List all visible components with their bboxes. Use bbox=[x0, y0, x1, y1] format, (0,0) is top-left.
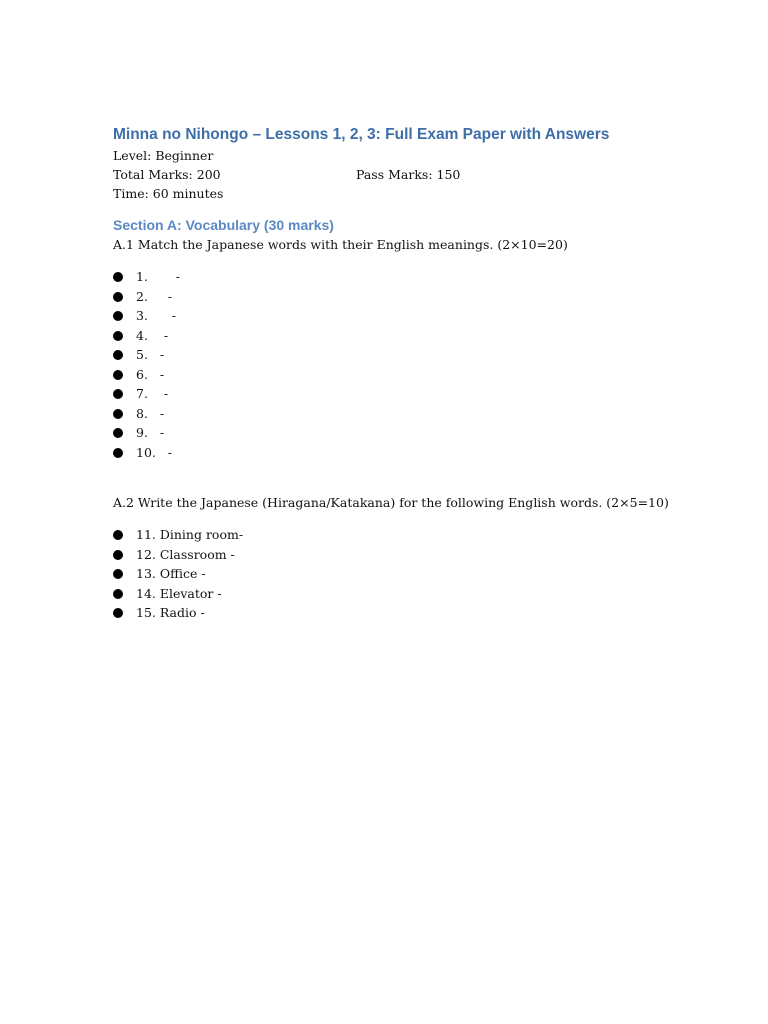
bullet-icon bbox=[113, 428, 123, 438]
time-line: Time: 60 minutes bbox=[113, 186, 224, 201]
section-a-heading: Section A: Vocabulary (30 marks) bbox=[113, 217, 334, 233]
level-line: Level: Beginner bbox=[113, 148, 214, 163]
list-item bbox=[113, 326, 713, 346]
list-item-text: 2. - bbox=[136, 288, 173, 304]
list-item bbox=[113, 603, 713, 623]
total-marks: Total Marks: 200 bbox=[113, 167, 221, 182]
list-item bbox=[113, 384, 713, 404]
list-item-text: 1. - bbox=[136, 269, 180, 284]
list-item bbox=[113, 545, 713, 565]
list-item bbox=[113, 267, 713, 287]
marks-line bbox=[113, 165, 713, 184]
list-item-text: 7. - bbox=[136, 386, 169, 401]
bullet-icon bbox=[113, 530, 123, 540]
bullet-icon bbox=[113, 272, 123, 282]
bullet-icon bbox=[113, 589, 123, 599]
list-item-text: 13. Office - bbox=[136, 566, 206, 581]
list-item-text: 3. - bbox=[136, 308, 176, 323]
list-item bbox=[113, 443, 713, 463]
pass-marks: Pass Marks: 150 bbox=[356, 167, 461, 182]
bullet-icon bbox=[113, 389, 123, 399]
list-item-text: 4. - bbox=[136, 327, 169, 343]
list-item-text: 6. - bbox=[136, 366, 165, 382]
bullet-icon bbox=[113, 448, 123, 458]
list-item bbox=[113, 345, 713, 365]
list-item bbox=[113, 404, 713, 424]
spacer bbox=[113, 462, 713, 494]
list-item bbox=[113, 365, 713, 385]
bullet-icon bbox=[113, 311, 123, 321]
list-item bbox=[113, 584, 713, 604]
list-item bbox=[113, 525, 713, 545]
list-item-text: 5. - bbox=[136, 347, 165, 362]
bullet-icon bbox=[113, 350, 123, 360]
list-item bbox=[113, 564, 713, 584]
bullet-icon bbox=[113, 292, 123, 302]
exam-page bbox=[113, 124, 713, 623]
list-item bbox=[113, 287, 713, 307]
list-item-text: 8. - bbox=[136, 405, 165, 421]
list-item-text: 9. - bbox=[136, 425, 165, 440]
list-item-text: 11. Dining room- bbox=[136, 527, 244, 542]
list-item-text: 10. - bbox=[136, 444, 173, 460]
bullet-icon bbox=[113, 370, 123, 380]
bullet-icon bbox=[113, 409, 123, 419]
bullet-icon bbox=[113, 569, 123, 579]
list-item-text: 15. Radio - bbox=[136, 605, 205, 620]
bullet-icon bbox=[113, 331, 123, 341]
list-item-text: 14. Elevator - bbox=[136, 585, 222, 601]
a2-list bbox=[113, 525, 713, 623]
document-title: Minna no Nihongo – Lessons 1, 2, 3: Full Exam Paper with Answers bbox=[113, 126, 610, 143]
bullet-icon bbox=[113, 550, 123, 560]
a2-instruction: A.2 Write the Japanese (Hiragana/Katakana) for the following English words. (2×5=10) bbox=[113, 495, 669, 510]
a1-instruction: A.1 Match the Japanese words with their English meanings. (2×10=20) bbox=[113, 237, 568, 252]
a1-list bbox=[113, 267, 713, 462]
list-item bbox=[113, 423, 713, 443]
list-item-text: 12. Classroom - bbox=[136, 546, 235, 562]
list-item bbox=[113, 306, 713, 326]
bullet-icon bbox=[113, 608, 123, 618]
